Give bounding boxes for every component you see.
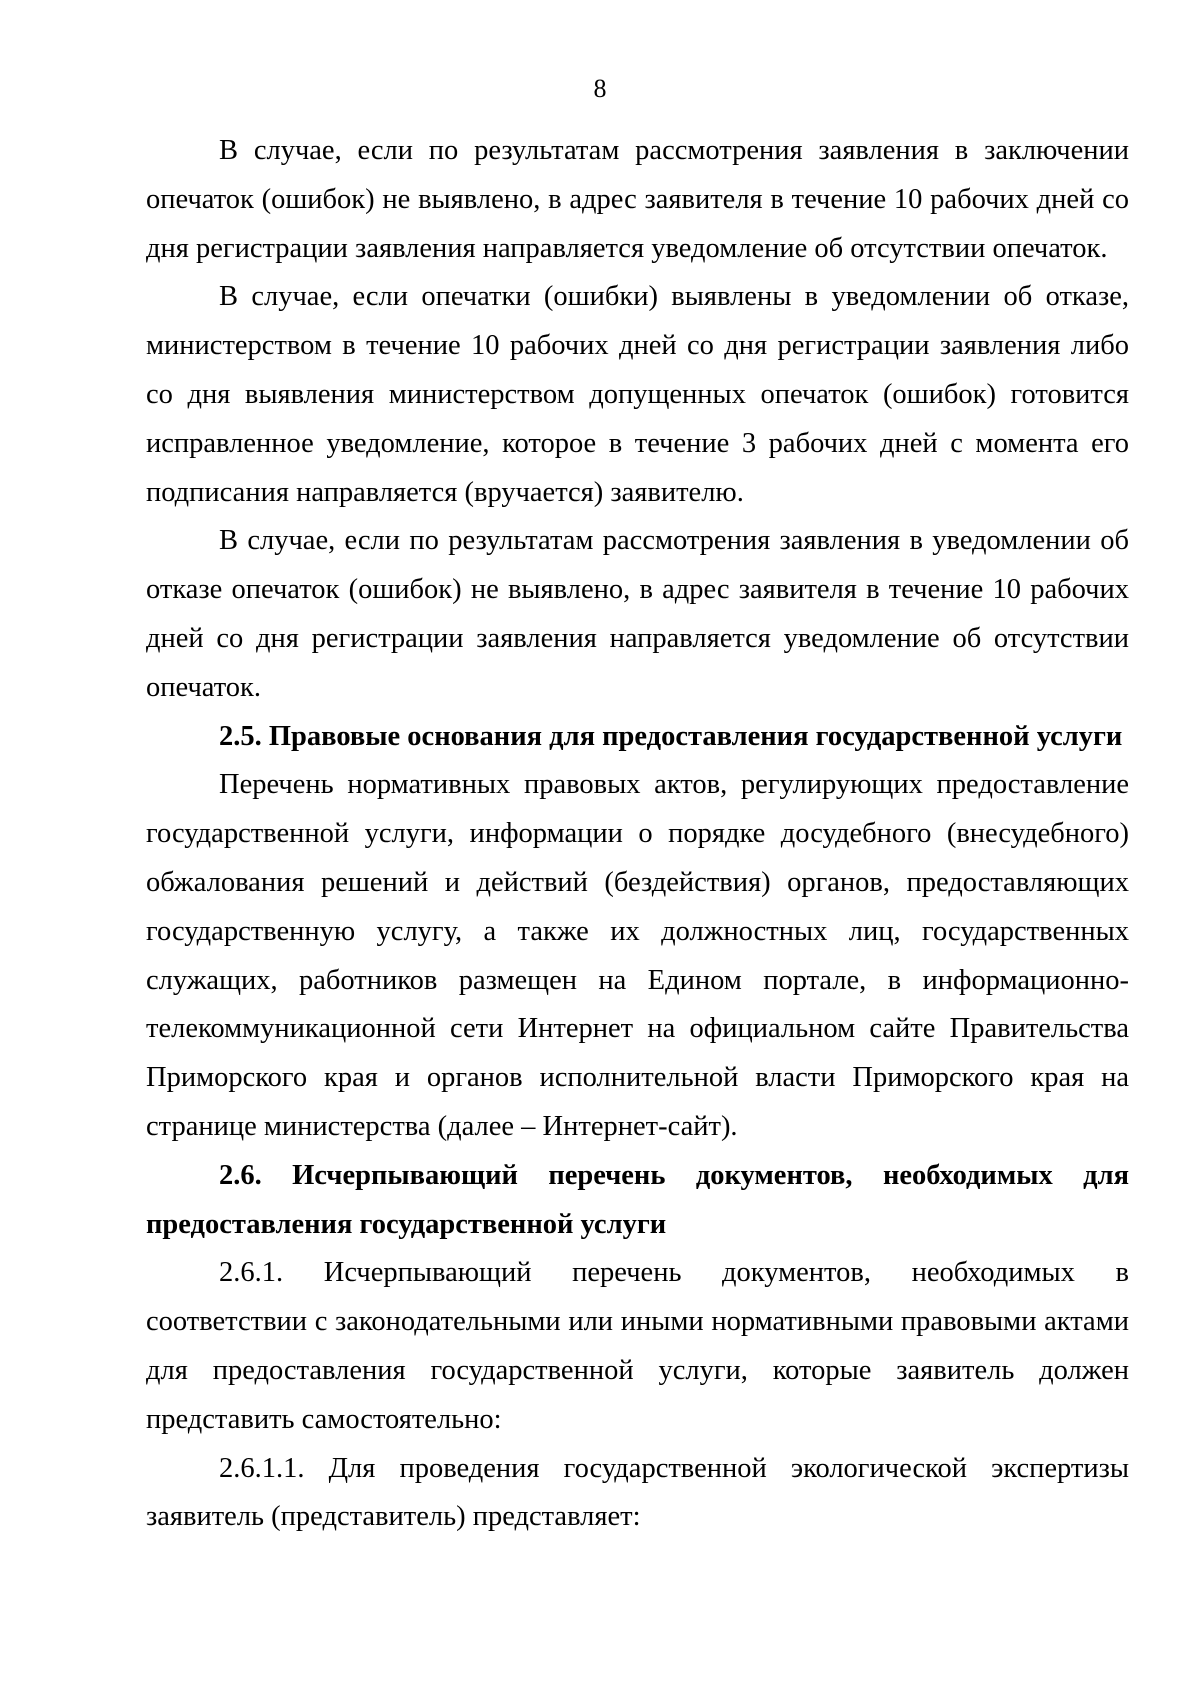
paragraph-legal-acts-list: Перечень нормативных правовых актов, регулирующих предоставление государственной услуги, информации о порядке досудебного (внесудебного) обжалования решений и действий (бездействия) органов, предоставляющих государственную услугу, а также их должностных лиц, государственных служащих, работников размещен на Едином портале, в информационно-телекоммуникационной сети Интернет на официальном сайте Правительства Приморского края и органов исполнительной власти Приморского края на странице министерства (далее – Интернет-сайт). — [146, 769, 1129, 1142]
paragraph-refusal-no-errors: В случае, если по результатам рассмотрения заявления в уведомлении об отказе опечаток (ошибок) не выявлено, в адрес заявителя в течение 10 рабочих дней со дня регистрации заявления направляется уведомление об отсутствии опечаток. — [146, 525, 1129, 703]
section-heading-2-6: 2.6. Исчерпывающий перечень документов, необходимых для предоставления государственной услуги — [146, 1159, 1129, 1240]
section-heading-2-5: 2.5. Правовые основания для предоставления государственной услуги — [219, 720, 1123, 752]
page-number: 8 — [593, 74, 607, 103]
paragraph-conclusion-no-errors: В случае, если по результатам рассмотрения заявления в заключении опечаток (ошибок) не выявлено, в адрес заявителя в течение 10 рабочих дней со дня регистрации заявления направляется уведомление об отсутствии опечаток. — [146, 135, 1129, 264]
paragraph-2-6-1: 2.6.1. Исчерпывающий перечень документов, необходимых в соответствии с законодательными или иными нормативными правовыми актами для предоставления государственной услуги, которые заявитель должен представить самостоятельно: — [146, 1257, 1129, 1435]
paragraph-refusal-errors-found: В случае, если опечатки (ошибки) выявлены в уведомлении об отказе, министерством в течение 10 рабочих дней со дня регистрации заявления либо со дня выявления министерством допущенных опечаток (ошибок) готовится исправленное уведомление, которое в течение 3 рабочих дней с момента его подписания направляется (вручается) заявителю. — [146, 281, 1129, 508]
page-body — [146, 127, 1129, 1542]
paragraph-2-6-1-1: 2.6.1.1. Для проведения государственной экологической экспертизы заявитель (представитель) представляет: — [146, 1452, 1129, 1533]
